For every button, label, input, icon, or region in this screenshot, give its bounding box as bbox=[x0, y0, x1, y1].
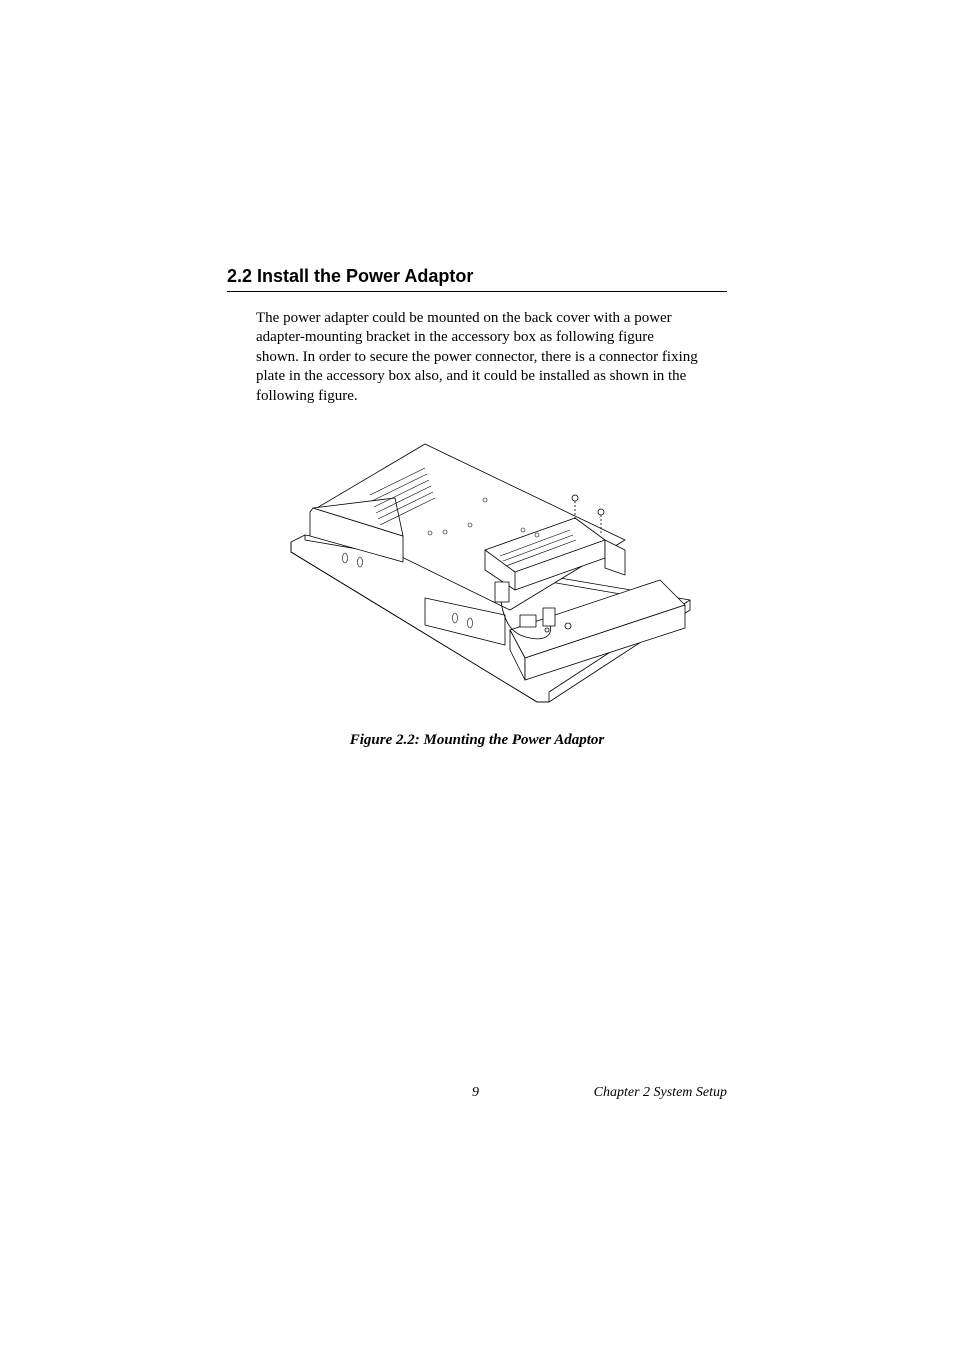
paragraph-line: plate in the accessory box also, and it could be installed as shown in the bbox=[256, 368, 687, 385]
paragraph-line: adapter-mounting bracket in the accessory box as following figure bbox=[256, 329, 654, 346]
heading-rule bbox=[227, 291, 727, 292]
section-heading: 2.2 Install the Power Adaptor bbox=[227, 266, 474, 286]
power-adaptor-mounting-figure bbox=[285, 440, 695, 705]
chapter-label: Chapter 2 System Setup bbox=[593, 1085, 727, 1100]
paragraph-line: The power adapter could be mounted on the back cover with a power bbox=[256, 310, 672, 326]
paragraph-line: following figure. bbox=[256, 387, 358, 404]
figure-caption: Figure 2.2: Mounting the Power Adaptor bbox=[349, 732, 605, 748]
page-number: 9 bbox=[472, 1085, 479, 1100]
body-paragraph bbox=[256, 309, 728, 406]
paragraph-line: shown. In order to secure the power connector, there is a connector fixing bbox=[256, 348, 698, 365]
